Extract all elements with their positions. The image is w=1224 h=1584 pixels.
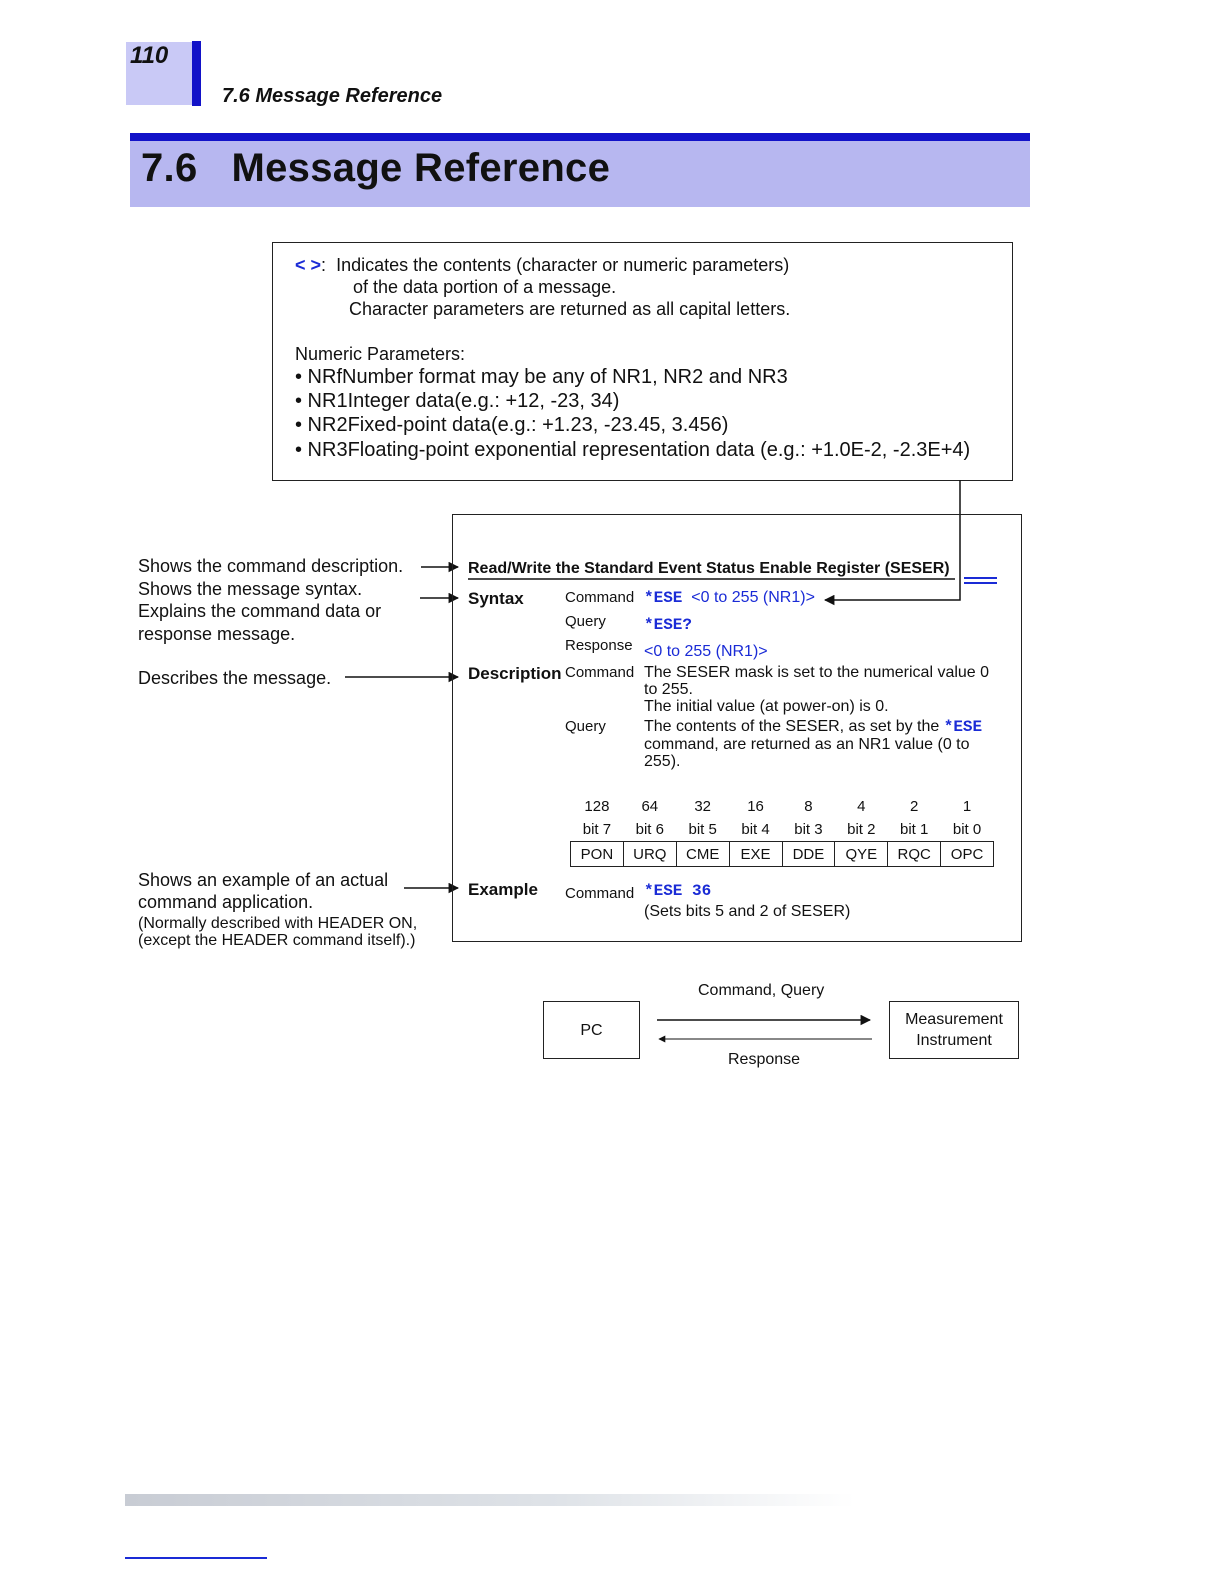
- numeric-item: • NR3Floating-point exponential representation data (e.g.: +1.0E-2, -2.3E+4): [295, 439, 971, 461]
- desc-query-post: command, are returned as an NR1 value (0 to 255).: [644, 736, 970, 770]
- numeric-item: • NRfNumber format may be any of NR1, NR2 and NR3: [295, 366, 788, 388]
- legend-line-3: Character parameters are returned as all capital letters.: [349, 299, 791, 319]
- annotation-example-4: (except the HEADER command itself).): [138, 932, 416, 949]
- bit-value: 8: [804, 798, 813, 815]
- bit-label: bit 1: [900, 821, 929, 838]
- legend-text-1: Indicates the contents (character or numeric parameters): [336, 255, 790, 275]
- bit-label: bit 2: [847, 821, 876, 838]
- query-code: *ESE?: [644, 616, 693, 634]
- annotation-data-1: Explains the command data or: [138, 601, 382, 621]
- desc-command-text-2: The initial value (at power-on) is 0.: [644, 698, 889, 715]
- syntax-command-label: Command: [565, 589, 635, 606]
- command-param: <0 to 255 (NR1)>: [691, 589, 815, 606]
- bit-table: [570, 795, 994, 867]
- desc-command-text-1: The SESER mask is set to the numerical value 0 to 255.: [644, 664, 990, 698]
- bit-label: bit 4: [741, 821, 770, 838]
- desc-query-code: *ESE: [943, 718, 983, 736]
- annotation-example-1: Shows an example of an actual: [138, 870, 389, 890]
- desc-command-label: Command: [565, 664, 635, 681]
- instrument-box: [889, 1001, 1019, 1059]
- annotation-example-2: command application.: [138, 892, 314, 912]
- command-code: *ESE: [644, 589, 683, 607]
- syntax-command: [644, 589, 815, 607]
- bit-name: URQ: [623, 842, 676, 867]
- annotation-describes: Describes the message.: [138, 668, 332, 688]
- bit-value: 64: [641, 798, 659, 815]
- syntax-response-label: Response: [565, 637, 633, 654]
- bit-value: 128: [584, 798, 610, 815]
- numeric-heading: Numeric Parameters:: [295, 344, 466, 364]
- example-command-label: Command: [565, 885, 635, 902]
- desc-query-pre: The contents of the SESER, as set by the: [644, 718, 944, 735]
- bit-value: 16: [747, 798, 764, 815]
- bit-value: 4: [857, 798, 866, 815]
- bit-label: bit 0: [952, 821, 982, 838]
- instrument-label-2: Instrument: [916, 1032, 992, 1049]
- pc-box: [543, 1001, 640, 1059]
- legend-line-2: of the data portion of a message.: [353, 277, 617, 297]
- bit-name: EXE: [729, 842, 782, 867]
- bit-label: bit 7: [582, 821, 612, 838]
- page-number: 110: [130, 42, 169, 69]
- bit-name: RQC: [888, 842, 941, 867]
- example-code: *ESE 36: [644, 882, 712, 900]
- bit-name: CME: [676, 842, 729, 867]
- bit-name: OPC: [941, 842, 994, 867]
- pc-label: PC: [580, 1021, 603, 1039]
- running-title: 7.6 Message Reference: [222, 85, 443, 107]
- command-query-label: Command, Query: [698, 982, 825, 999]
- desc-query-label: Query: [565, 718, 606, 735]
- response-value: <0 to 255 (NR1)>: [644, 643, 768, 660]
- desc-query-text: [644, 718, 996, 770]
- bit-label: bit 3: [794, 821, 823, 838]
- footer-line: [125, 1557, 267, 1559]
- section-number: 7.6: [141, 146, 198, 190]
- bit-name: DDE: [782, 842, 835, 867]
- bit-label: bit 6: [635, 821, 664, 838]
- bit-name: PON: [571, 842, 624, 867]
- bit-name: QYE: [835, 842, 888, 867]
- bit-value: 2: [910, 798, 919, 815]
- instrument-label-1: Measurement: [905, 1011, 1003, 1028]
- example-label: Example: [468, 880, 538, 899]
- bit-label: bit 5: [688, 821, 717, 838]
- bracket-symbol: < >: [295, 255, 322, 275]
- syntax-query-label: Query: [565, 613, 606, 630]
- footer-rule: [125, 1494, 855, 1506]
- bit-value: 32: [694, 798, 712, 815]
- response-label: Response: [728, 1051, 801, 1068]
- bit-value: 1: [962, 798, 972, 815]
- legend-colon: :: [321, 255, 327, 275]
- example-note: (Sets bits 5 and 2 of SESER): [644, 903, 851, 920]
- annotation-description: Shows the command description.: [138, 556, 404, 576]
- command-heading: Read/Write the Standard Event Status Enable Register (SESER): [468, 560, 950, 577]
- syntax-label: Syntax: [468, 589, 524, 608]
- annotation-example-3: (Normally described with HEADER ON,: [138, 915, 418, 932]
- annotation-syntax: Shows the message syntax.: [138, 579, 363, 599]
- numeric-item: • NR2Fixed-point data(e.g.: +1.23, -23.45, 3.456): [295, 414, 729, 436]
- section-title-text: Message Reference: [231, 146, 611, 190]
- annotation-data-2: response message.: [138, 624, 296, 644]
- numeric-item: • NR1Integer data(e.g.: +12, -23, 34): [295, 390, 620, 412]
- description-label: Description: [468, 664, 562, 683]
